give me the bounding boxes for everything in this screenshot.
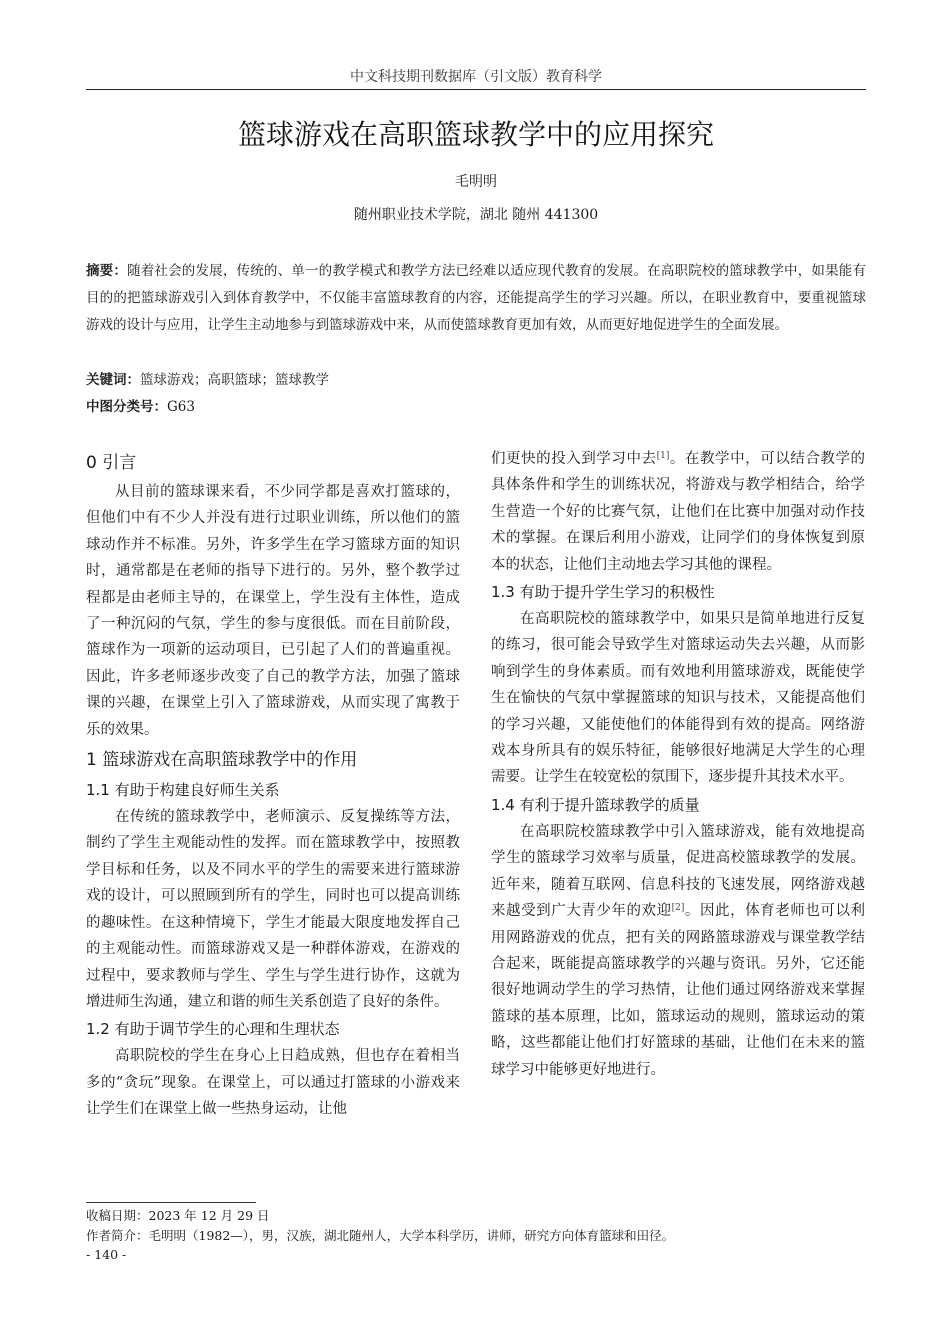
section-1-3-paragraph: 在高职院校的篮球教学中，如果只是简单地进行反复的练习，很可能会导致学生对篮球运动失去兴趣，从而影响到学生的身体素质。而有效地利用篮球游戏，既能使学生在愉快的气氛中掌握篮球的知识与技术，又能提高他们的学习兴趣，又能使他们的体能得到有效的提高。网络游戏本身所具有的娱乐特征，能够很好地满足大学生的心理需要。让学生在较宽松的氛围下，逐步提升其技术水平。	[491, 611, 865, 786]
classification	[86, 394, 866, 421]
classification-text: G63	[167, 399, 195, 415]
section-1-2-text-b: 。在教学中，可以结合教学的具体条件和学生的训练状况，将游戏与教学相结合，给学生营造一个好的比赛气氛，让他们在比赛中加强对动作技术的掌握。在课后利用小游戏，让同学们的身体恢复到原本的状态，让他们主动地去学习其他的课程。	[491, 451, 866, 573]
section-1-2-paragraph-start: 高职院校的学生在身心上日趋成熟，但也存在着相当多的“贪玩”现象。在课堂上，可以通过打篮球的小游戏来让学生们在课堂上做一些热身运动，让他	[86, 1048, 460, 1118]
section-1-2-heading: 1.2 有助于调节学生的心理和生理状态	[86, 1020, 340, 1039]
journal-header: 中文科技期刊数据库（引文版）教育科学	[350, 69, 602, 85]
citation-2: [2]	[671, 903, 685, 914]
abstract-text: 随着社会的发展，传统的、单一的教学模式和教学方法已经难以适应现代教育的发展。在高职院校的篮球教学中，如果能有目的的把篮球游戏引入到体育教学中，不仅能丰富篮球教育的内容，还能提高学生的学习兴趣。所以，在职业教育中，要重视篮球游戏的设计与应用，让学生主动地参与到篮球游戏中来，从而使篮球教育更加有效，从而更好地促进学生的全面发展。	[86, 263, 866, 333]
header-rule	[86, 89, 866, 90]
keywords	[86, 367, 866, 394]
section-1-heading: 1 篮球游戏在高职篮球教学中的作用	[86, 750, 358, 771]
abstract	[86, 258, 866, 339]
section-1-4-text-a: 在高职院校篮球教学中引入篮球游戏，能有效地提高学生的篮球学习效率与质量，促进高校篮球教学的发展。近年来，随着互联网、信息科技的飞速发展，网络游戏越来越受到广大青少年的欢迎	[491, 823, 865, 920]
section-1-4-heading: 1.4 有利于提升篮球教学的质量	[491, 795, 700, 814]
section-1-2-text-a: 们更快的投入到学习中去	[491, 451, 657, 467]
classification-label: 中图分类号：	[86, 399, 167, 415]
page-number: - 140 -	[86, 1247, 127, 1262]
keywords-text: 篮球游戏；高职篮球；篮球教学	[140, 372, 329, 388]
footnote-rule	[86, 1202, 256, 1203]
section-1-4-text-b: 。因此，体育老师也可以利用网路游戏的优点，把有关的网路篮球游戏与课堂教学结合起来，既能提高篮球教学的兴趣与资讯。另外，它还能很好地调动学生的学习热情，让他们通过网络游戏来掌握篮球的基本原理，比如，篮球运动的规则，篮球运动的策略，这些都能让他们打好篮球的基础，让他们在未来的篮球学习中能够更好地进行。	[491, 903, 865, 1078]
left-column	[86, 446, 460, 1123]
received-date: 收稿日期：2023 年 12 月 29 日	[86, 1208, 270, 1223]
citation-1: [1]	[656, 451, 670, 461]
section-1-1-paragraph: 在传统的篮球教学中，老师演示、反复操练等方法，制约了学生主观能动性的发挥。而在篮球教学中，按照教学目标和任务，以及不同水平的学生的需要来进行篮球游戏的设计，可以照顾到所有的学生，同时也可以提高训练的趣味性。在这种情境下，学生才能最大限度地发挥自己的主观能动性。而篮球游戏又是一种群体游戏，在游戏的过程中，要求教师与学生、学生与学生进行协作，这就为增进师生沟通，建立和谐的师生关系创造了良好的条件。	[86, 809, 460, 1010]
affiliation: 随州职业技术学院，湖北 随州 441300	[353, 207, 599, 223]
author-bio: 作者简介：毛明明（1982—），男，汉族，湖北随州人，大学本科学历，讲师，研究方向体育篮球和田径。	[86, 1228, 675, 1243]
section-1-4-paragraph	[491, 819, 865, 1083]
abstract-label: 摘要：	[86, 263, 128, 279]
section-0-paragraph: 从目前的篮球课来看，不少同学都是喜欢打篮球的，但他们中有不少人并没有进行过职业训练，所以他们的篮球动作并不标准。另外，许多学生在学习篮球方面的知识时，通常都是在老师的指导下进行的。另外，整个教学过程都是由老师主导的，在课堂上，学生没有主体性，造成了一种沉闷的气氛，学生的参与度很低。而在目前阶段，篮球作为一项新的运动项目，已引起了人们的普遍重视。因此，许多老师逐步改变了自己的教学方法，加强了篮球课的兴趣，在课堂上引入了篮球游戏，从而实现了寓教于乐的效果。	[86, 484, 460, 738]
section-1-1-heading: 1.1 有助于构建良好师生关系	[86, 781, 280, 800]
section-1-3-heading: 1.3 有助于提升学生学习的积极性	[491, 583, 715, 602]
author-name: 毛明明	[455, 174, 497, 190]
section-0-heading: 0 引言	[86, 453, 137, 473]
keywords-label: 关键词：	[86, 372, 140, 388]
article-title: 篮球游戏在高职篮球教学中的应用探究	[237, 118, 714, 151]
right-column	[491, 446, 865, 1083]
section-1-2-paragraph-end	[491, 446, 865, 578]
